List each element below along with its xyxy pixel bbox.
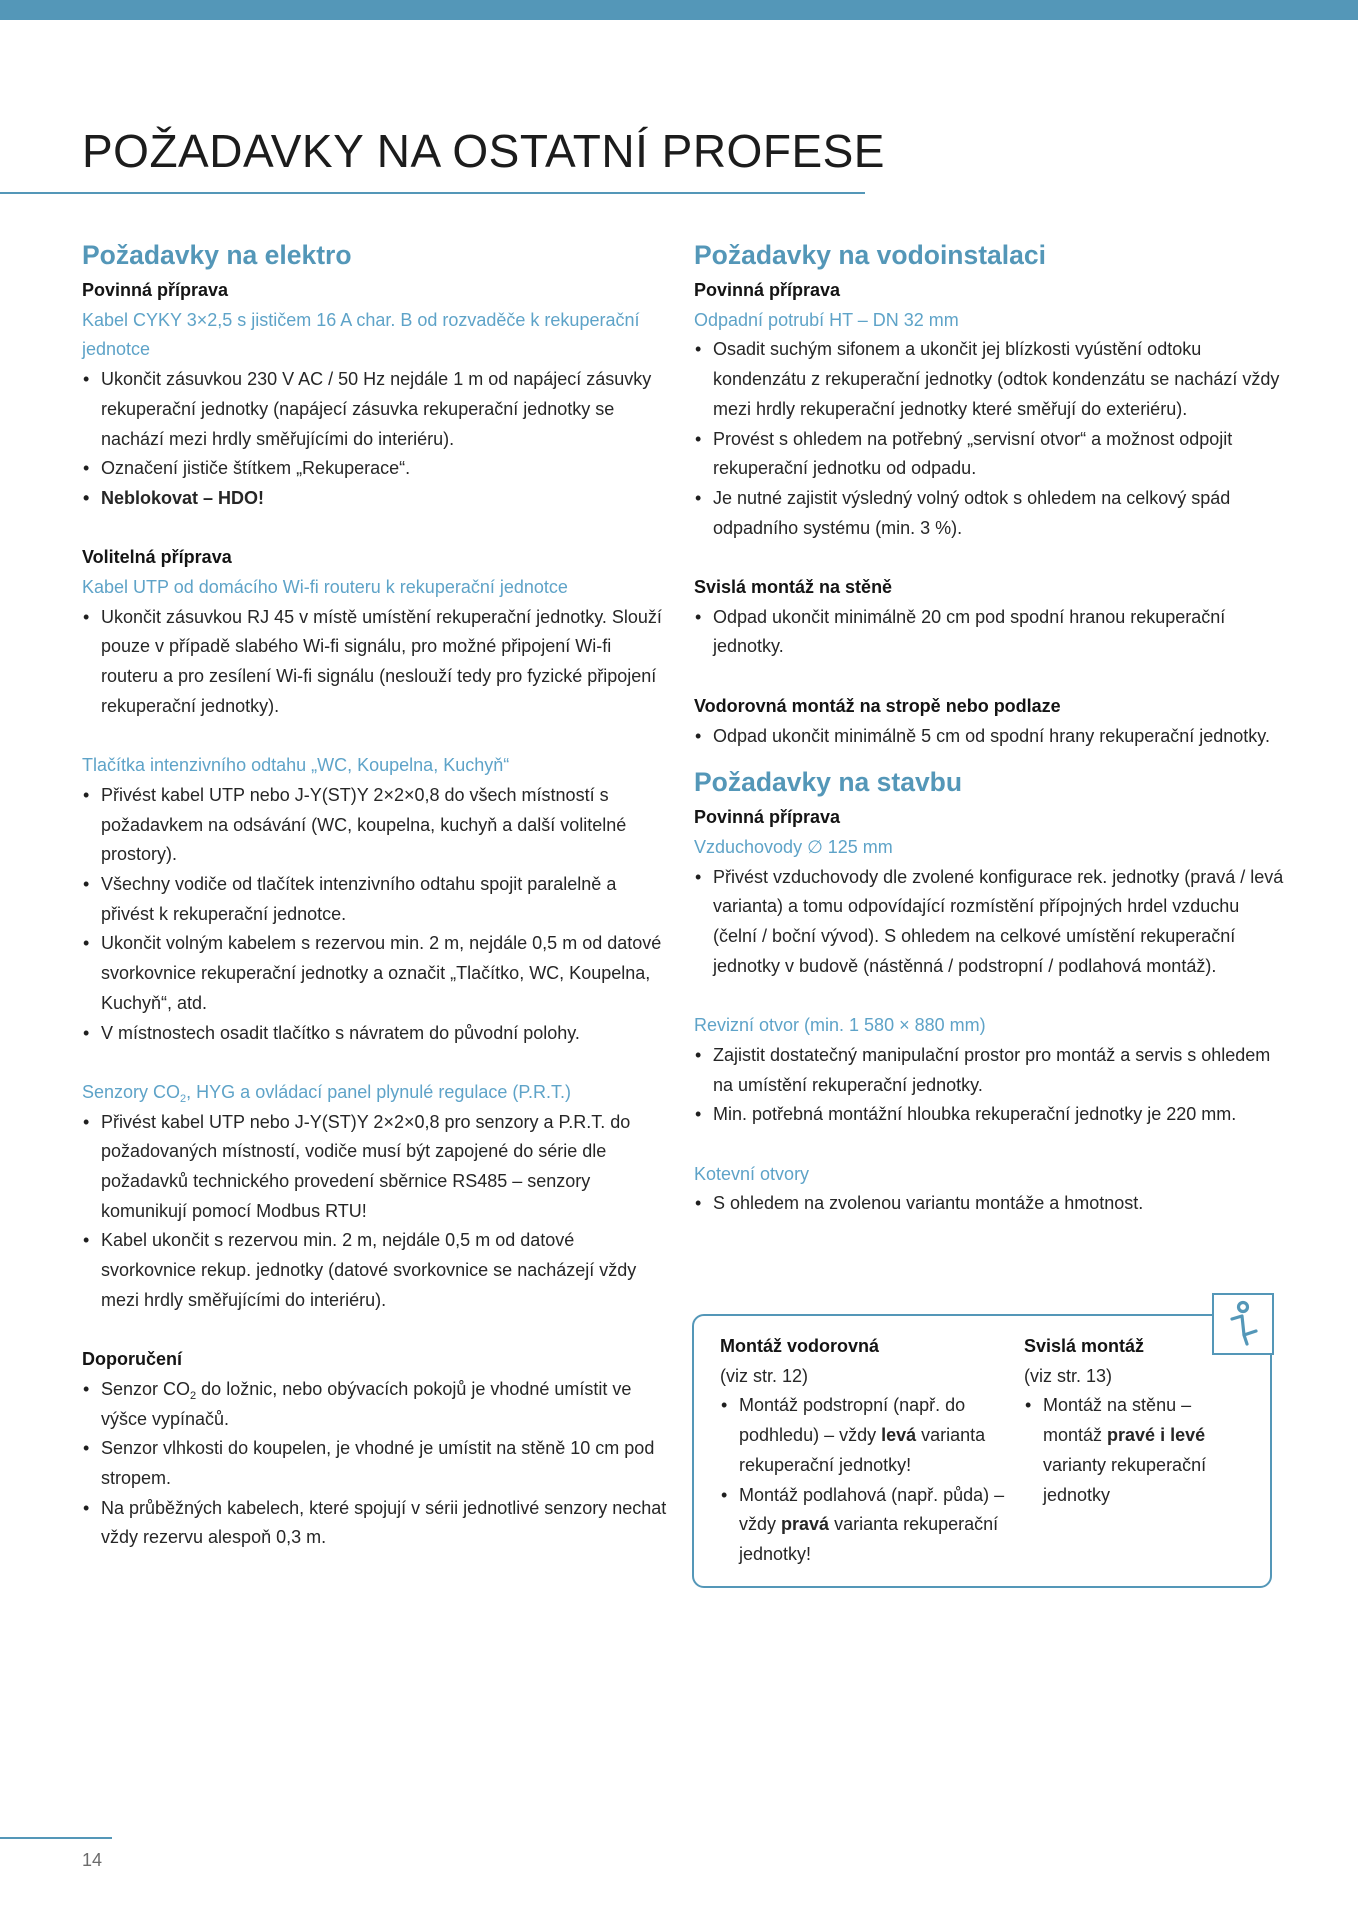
list-item: • Montáž podlahová (např. půda) – vždy pravá varianta rekuperační jednotky! <box>720 1481 1010 1570</box>
top-accent-bar <box>0 0 1358 20</box>
list-item: • Ukončit volným kabelem s rezervou min. 2 m, nejdále 0,5 m od datové svorkovnice rekuperační jednotky a označit „Tlačítko, WC, Koupelna, Kuchyň“, atd. <box>82 929 672 1018</box>
list-revizni <box>694 1041 1284 1130</box>
list-doporuceni <box>82 1375 672 1553</box>
heading-svisla-montaz-box: Svislá montáž <box>1024 1336 1145 1356</box>
list-item: • Provést s ohledem na potřebný „servisní otvor“ a možnost odpojit rekuperační jednotku od odpadu. <box>694 425 1284 484</box>
list-item: • Neblokovat – HDO! <box>82 484 672 514</box>
heading-povinna-voda: Povinná příprava <box>694 280 841 300</box>
list-item: • S ohledem na zvolenou variantu montáže a hmotnost. <box>694 1189 1284 1219</box>
list-item: • Zajistit dostatečný manipulační prostor pro montáž a servis s ohledem na umístění rekuperační jednotky. <box>694 1041 1284 1100</box>
heading-vodorovna-montaz: Vodorovná montáž na stropě nebo podlaze <box>694 695 1061 716</box>
list-item: • Senzor vlhkosti do koupelen, je vhodné je umístit na stěně 10 cm pod stropem. <box>82 1434 672 1493</box>
subheading-kotevni-otvory: Kotevní otvory <box>694 1163 810 1184</box>
list-item: • Montáž podstropní (např. do podhledu) – vždy levá varianta rekuperační jednotky! <box>720 1391 1010 1480</box>
list-item: • Ukončit zásuvkou RJ 45 v místě umístění rekuperační jednotky. Slouží pouze v případě slabého Wi-fi signálu, pro možné připojení Wi-fi routeru a pro zesílení Wi-fi signálu (neslouží tedy pro fyzické připojení rekuperační jednotky). <box>82 603 672 722</box>
section-title-stavba: Požadavky na stavbu <box>694 767 963 798</box>
subheading-senzory: Senzory $CO_2$, HYG a ovládací panel plynulé regulace (P.R.T.) <box>82 1081 572 1105</box>
footer-rule <box>0 1837 112 1839</box>
heading-svisla-montaz: Svislá montáž na stěně <box>694 577 893 598</box>
list-item: • Montáž na stěnu – montáž pravé i levé varianty rekuperační jednotky <box>1024 1391 1234 1510</box>
title-underline <box>0 192 865 194</box>
heading-povinna-elektro: Povinná příprava <box>82 280 229 300</box>
list-svisla <box>694 603 1284 662</box>
list-item: • Min. potřebná montážní hloubka rekuperační jednotky je 220 mm. <box>694 1100 1284 1130</box>
info-box <box>692 1314 1272 1588</box>
page-title: POŽADAVKY NA OSTATNÍ PROFESE <box>82 125 885 177</box>
list-item: • Přivést vzduchovody dle zvolené konfigurace rek. jednotky (pravá / levá varianta) a tomu odpovídající rozmístění přípojných hrdel vzduchu (čelní / boční vývod). S ohledem na celkové umístění rekuperační jednotky v budově (nástěnná / podstropní / podlahová montáž). <box>694 863 1284 982</box>
list-elektro-povinna <box>82 365 672 514</box>
list-item: • Přivést kabel UTP nebo J-Y(ST)Y 2×2×0,8 do všech místností s požadavkem na odsávání (WC, koupelna, kuchyň a další volitelné prostory). <box>82 781 672 870</box>
page-number: 14 <box>82 1850 103 1870</box>
subheading-kabel-cyky: Kabel CYKY 3×2,5 s jističem 16 A char. B od rozvaděče k rekuperační jednotce <box>82 309 640 360</box>
heading-doporuceni: Doporučení <box>82 1349 183 1370</box>
list-item: • Ukončit zásuvkou 230 V AC / 50 Hz nejdále 1 m od napájecí zásuvky rekuperační jednotky (napájecí zásuvka rekuperační jednotky se nachází mezi hrdly směřujícími do interiéru). <box>82 365 672 454</box>
list-item: • Osadit suchým sifonem a ukončit jej blízkosti vyústění odtoku kondenzátu z rekuperační jednotky (odtok kondenzátu se nachází vždy mezi hrdly rekuperační jednotky které směřují do exteriéru). <box>694 335 1284 424</box>
left-column <box>82 238 672 1553</box>
list-item: • Senzor $CO_2$ do ložnic, nebo obývacích pokojů je vhodné umístit ve výšce vypínačů. <box>82 1375 672 1434</box>
right-column <box>694 238 1284 1219</box>
list-item: • V místnostech osadit tlačítko s návratem do původní polohy. <box>82 1019 672 1049</box>
page-reference: (viz str. 13) <box>1024 1365 1113 1386</box>
subheading-revizni-otvor: Revizní otvor (min. 1 580 × 880 mm) <box>694 1015 986 1036</box>
list-voda-povinna <box>694 335 1284 543</box>
heading-povinna-stavba: Povinná příprava <box>694 807 841 828</box>
info-col-vodorovna <box>720 1332 1010 1570</box>
page-reference: (viz str. 12) <box>720 1365 809 1386</box>
list-item: • Odpad ukončit minimálně 5 cm od spodní hrany rekuperační jednotky. <box>694 722 1284 752</box>
list-tlacitka <box>82 781 672 1048</box>
subheading-odpadni-potrubi: Odpadní potrubí HT – DN 32 mm <box>694 309 959 330</box>
list-elektro-volitelna <box>82 603 672 722</box>
heading-volitelna: Volitelná příprava <box>82 547 232 568</box>
list-item: • Označení jističe štítkem „Rekuperace“. <box>82 454 672 484</box>
info-col-svisla <box>1024 1332 1234 1510</box>
list-stavba-povinna <box>694 863 1284 982</box>
list-item: • Kabel ukončit s rezervou min. 2 m, nejdále 0,5 m od datové svorkovnice rekup. jednotky (datové svorkovnice se nacházejí vždy mezi hrdly směřujícími do interiéru). <box>82 1226 672 1315</box>
list-senzory <box>82 1108 672 1316</box>
list-kotevni <box>694 1189 1284 1219</box>
subheading-tlacitka: Tlačítka intenzivního odtahu „WC, Koupelna, Kuchyň“ <box>82 755 510 776</box>
list-item: • Je nutné zajistit výsledný volný odtok s ohledem na celkový spád odpadního systému (min. 3 %). <box>694 484 1284 543</box>
list-item: • Všechny vodiče od tlačítek intenzivního odtahu spojit paralelně a přivést k rekuperační jednotce. <box>82 870 672 929</box>
subheading-vzduchovody: Vzduchovody ∅ 125 mm <box>694 836 893 857</box>
info-icon <box>1212 1293 1274 1355</box>
section-title-vodoinstalace: Požadavky na vodoinstalaci <box>694 240 1046 270</box>
list-item: • Odpad ukončit minimálně 20 cm pod spodní hranou rekuperační jednotky. <box>694 603 1284 662</box>
heading-montaz-vodorovna: Montáž vodorovná <box>720 1336 880 1356</box>
subheading-kabel-utp: Kabel UTP od domácího Wi-fi routeru k rekuperační jednotce <box>82 577 568 598</box>
list-vodorovna <box>694 722 1284 752</box>
list-item: • Na průběžných kabelech, které spojují v sérii jednotlivé senzory nechat vždy rezervu alespoň 0,3 m. <box>82 1494 672 1553</box>
list-item: • Přivést kabel UTP nebo J-Y(ST)Y 2×2×0,8 pro senzory a P.R.T. do požadovaných místností, vodiče musí být zapojené do série dle požadavků technického provedení sběrnice RS485 – senzory komunikují pomocí Modbus RTU! <box>82 1108 672 1227</box>
section-title-elektro: Požadavky na elektro <box>82 240 352 270</box>
